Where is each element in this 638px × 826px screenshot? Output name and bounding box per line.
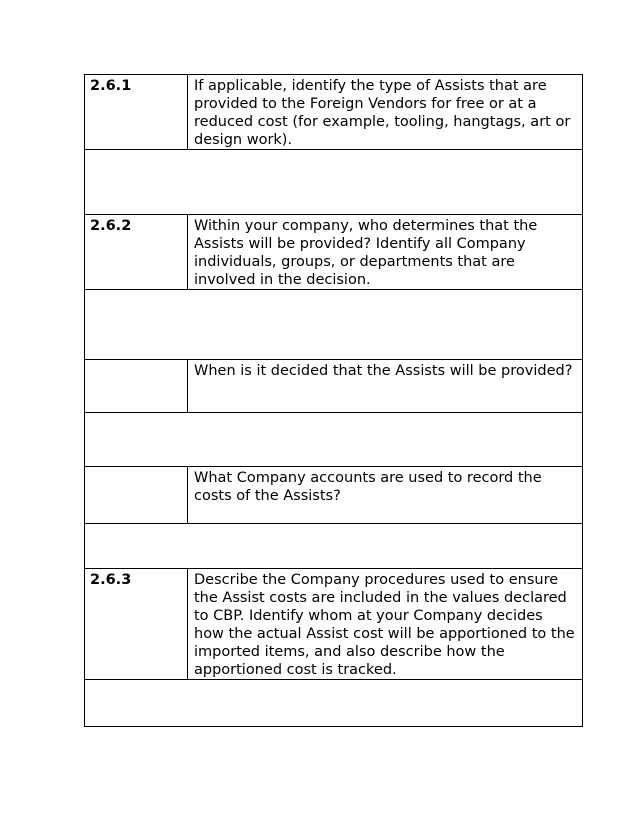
answer-field[interactable]	[85, 150, 583, 215]
answer-field[interactable]	[85, 680, 583, 727]
question-text: If applicable, identify the type of Assists that are provided to the Foreign Vendors for free or at a reduced cost (for example, tooling, hangtags, art or design work).	[188, 75, 583, 150]
question-text: When is it decided that the Assists will be provided?	[188, 360, 583, 413]
answer-row	[85, 150, 583, 215]
question-row	[85, 569, 583, 680]
question-text: What Company accounts are used to record the costs of the Assists?	[188, 467, 583, 524]
question-row	[85, 360, 583, 413]
answer-field[interactable]	[85, 413, 583, 467]
question-row	[85, 467, 583, 524]
answer-row	[85, 524, 583, 569]
question-number	[85, 360, 188, 413]
question-row	[85, 215, 583, 290]
answer-row	[85, 413, 583, 467]
answer-row	[85, 290, 583, 360]
question-number	[85, 467, 188, 524]
question-text: Within your company, who determines that the Assists will be provided? Identify all Company individuals, groups, or departments that are involved in the decision.	[188, 215, 583, 290]
answer-field[interactable]	[85, 290, 583, 360]
question-row	[85, 75, 583, 150]
question-text: Describe the Company procedures used to ensure the Assist costs are included in the values declared to CBP. Identify whom at your Company decides how the actual Assist cost will be apportioned to the imported items, and also describe how the apportioned cost is tracked.	[188, 569, 583, 680]
question-number: 2.6.1	[85, 75, 188, 150]
answer-field[interactable]	[85, 524, 583, 569]
question-number: 2.6.2	[85, 215, 188, 290]
question-number: 2.6.3	[85, 569, 188, 680]
answer-row	[85, 680, 583, 727]
questionnaire-table	[84, 74, 583, 727]
